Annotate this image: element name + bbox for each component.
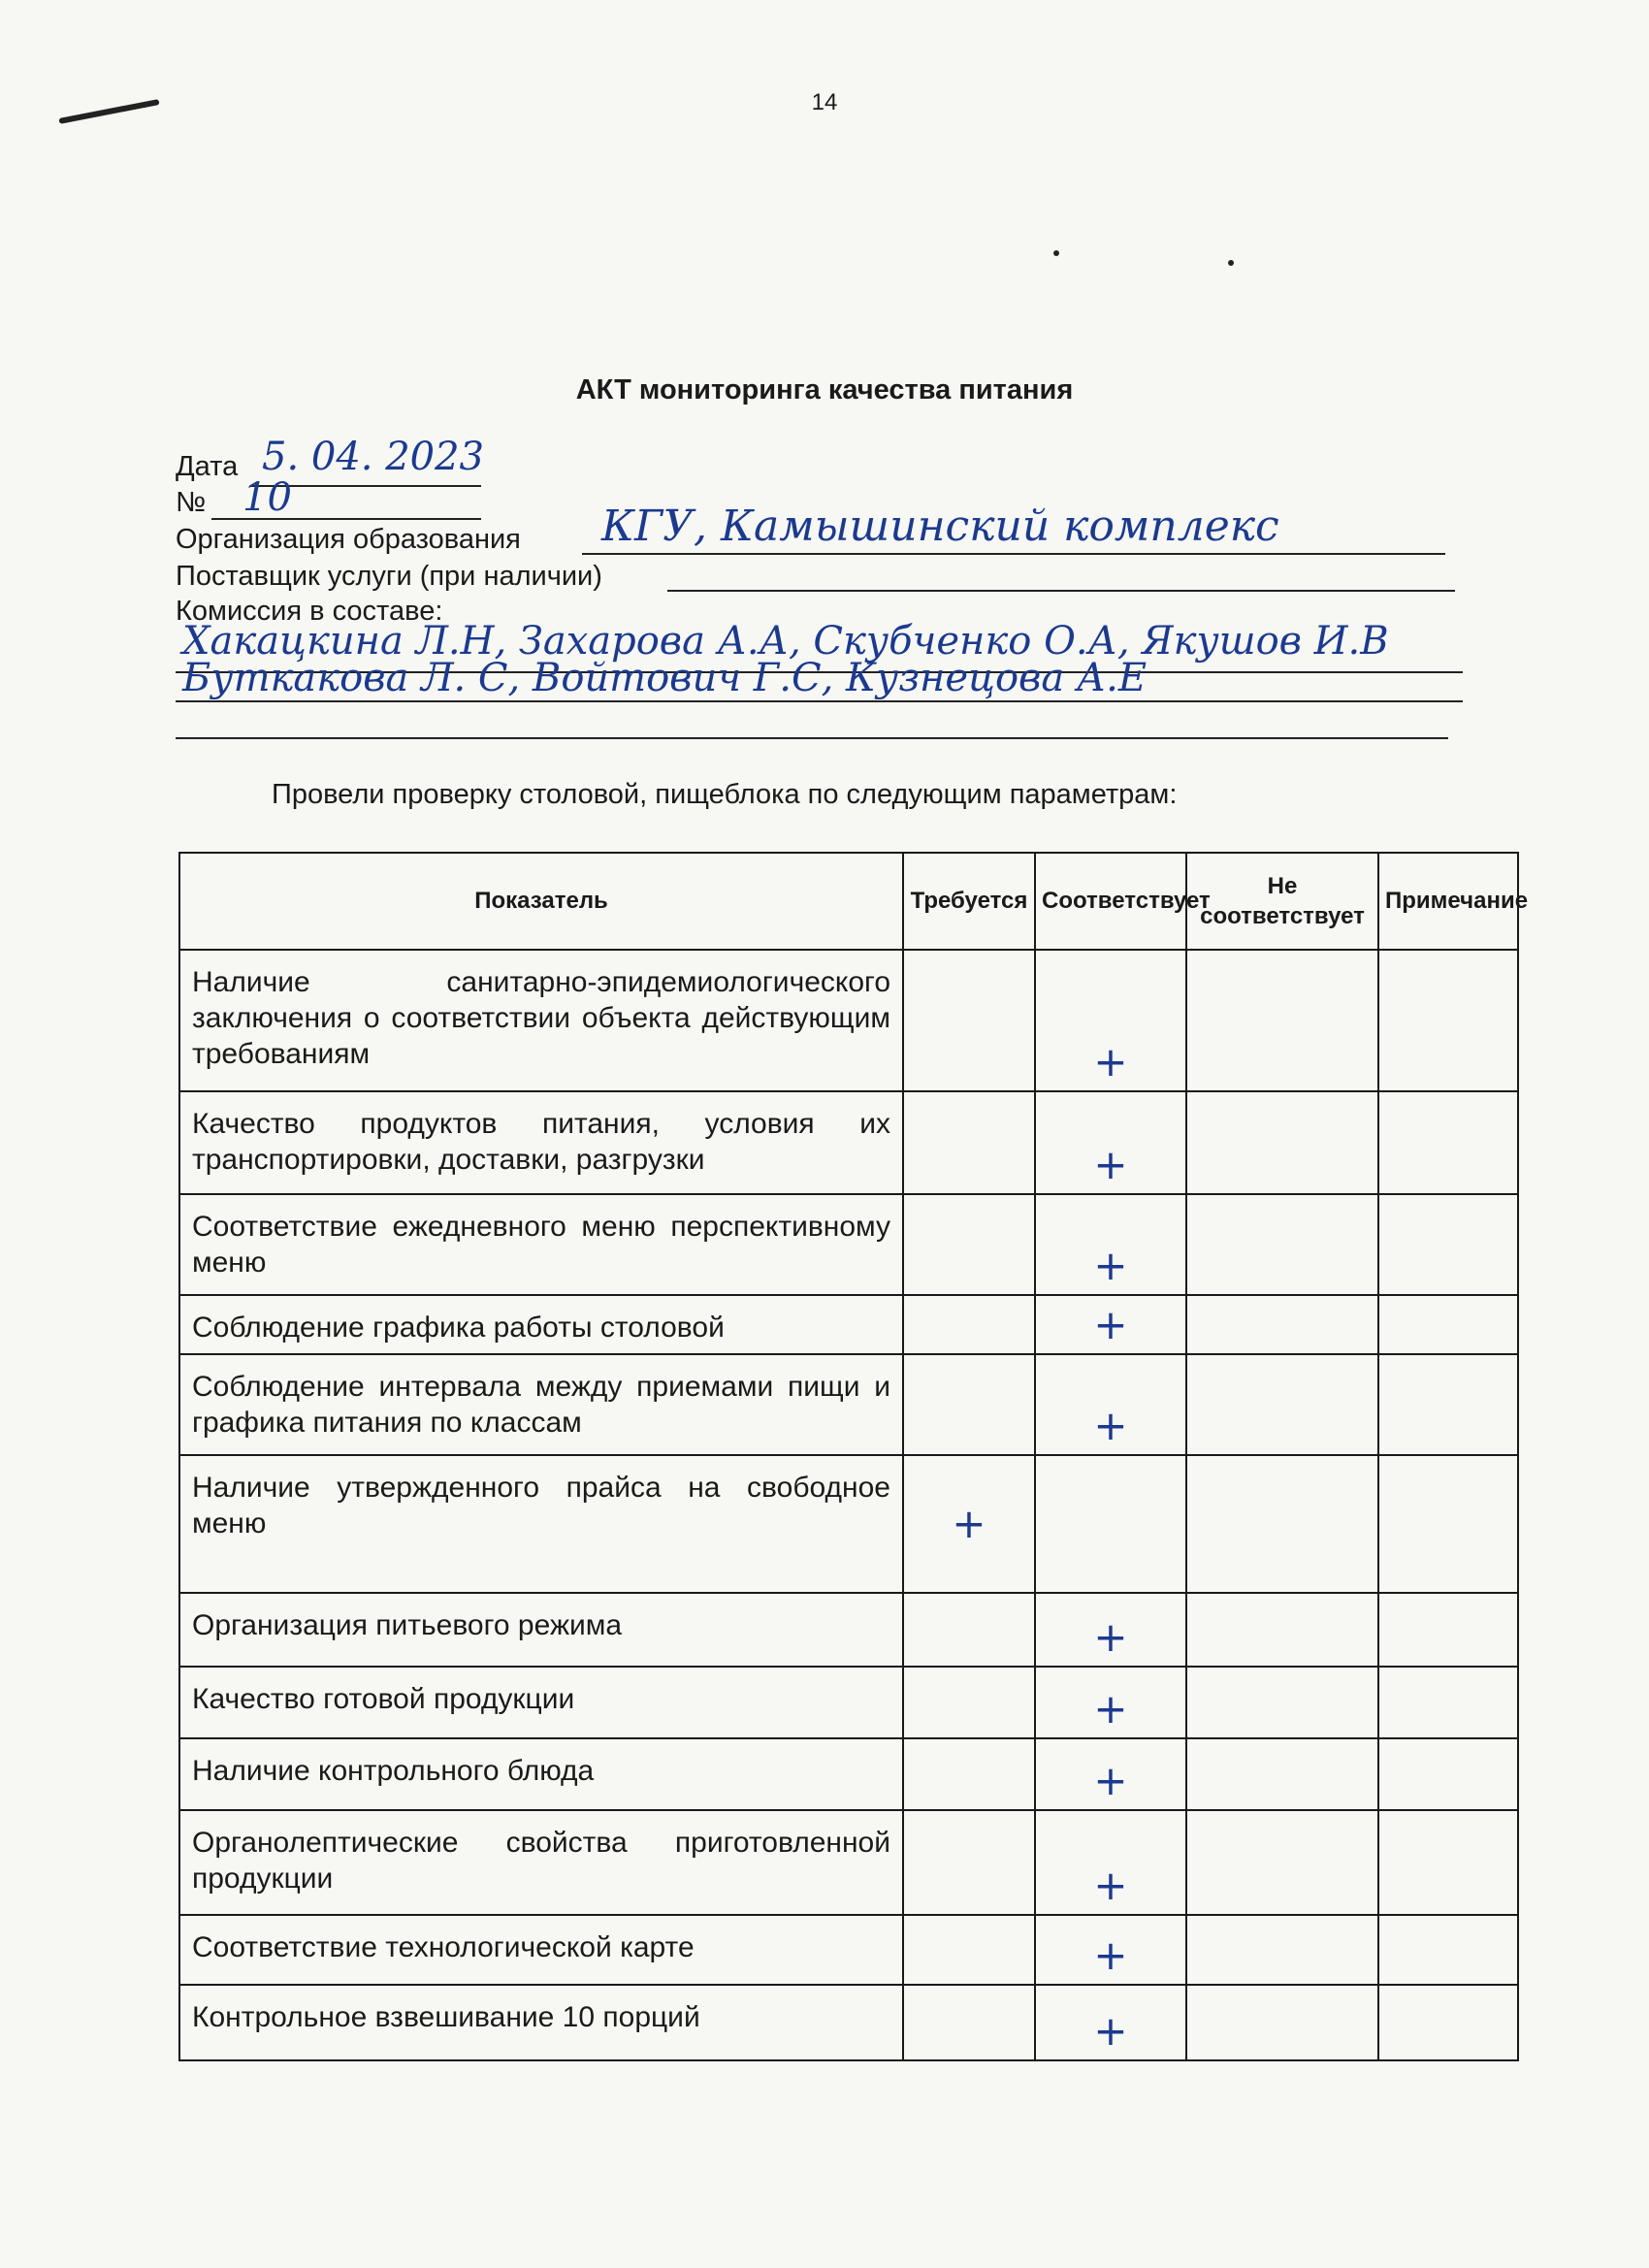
table-row — [179, 1354, 1518, 1455]
indicator-cell: Соответствие технологической карте — [179, 1915, 903, 1985]
note-cell — [1378, 1667, 1518, 1738]
header-indicator: Показатель — [179, 853, 903, 950]
complies-mark: + — [1035, 1985, 1186, 2060]
required-mark — [903, 950, 1035, 1091]
required-mark — [903, 1667, 1035, 1738]
complies-mark: + — [1035, 1354, 1186, 1455]
note-cell — [1378, 1295, 1518, 1354]
table-row — [179, 1738, 1518, 1810]
inspection-table — [178, 852, 1529, 2061]
complies-mark: + — [1035, 1194, 1186, 1295]
required-mark: + — [903, 1455, 1035, 1593]
complies-mark: + — [1035, 1667, 1186, 1738]
indicator-cell: Наличие утвержденного прайса на свободное меню — [179, 1455, 903, 1593]
complies-mark: + — [1035, 950, 1186, 1091]
not-complies-mark — [1186, 1295, 1378, 1354]
indicator-cell: Наличие контрольного блюда — [179, 1738, 903, 1810]
number-value: 10 — [242, 475, 292, 520]
organization-value: КГУ, Камышинский комплекс — [601, 502, 1279, 551]
table-header-row — [179, 853, 1518, 950]
required-mark — [903, 1985, 1035, 2060]
table-row — [179, 1985, 1518, 2060]
header-note: Примечание — [1378, 853, 1518, 950]
note-cell — [1378, 950, 1518, 1091]
page-number: 14 — [811, 89, 838, 115]
table-row — [179, 950, 1518, 1091]
complies-mark: + — [1035, 1295, 1186, 1354]
commission-line-2 — [176, 700, 1463, 702]
complies-mark: + — [1035, 1810, 1186, 1915]
header-required: Требуется — [903, 853, 1035, 950]
commission-members-2: Буткакова Л. С, Войтович Г.С, Кузнецова А.Е — [182, 656, 1148, 700]
table-row — [179, 1091, 1518, 1194]
table-row — [179, 1810, 1518, 1915]
note-cell — [1378, 1985, 1518, 2060]
header-complies: Соответствует — [1035, 853, 1186, 950]
note-cell — [1378, 1354, 1518, 1455]
required-mark — [903, 1295, 1035, 1354]
commission-label: Комиссия в составе: — [176, 596, 443, 627]
table-row — [179, 1194, 1518, 1295]
organization-label: Организация образования — [176, 524, 521, 555]
not-complies-mark — [1186, 1194, 1378, 1295]
date-label: Дата — [176, 451, 239, 482]
not-complies-mark — [1186, 1810, 1378, 1915]
indicator-cell: Соответствие ежедневного меню перспективному меню — [179, 1194, 903, 1295]
required-mark — [903, 1194, 1035, 1295]
commission-members-1: Хакацкина Л.Н, Захарова А.А, Скубченко О.А, Якушов И.В — [182, 619, 1389, 664]
indicator-cell: Наличие санитарно-эпидемиологического заключения о соответствии объекта действующим требованиям — [179, 950, 903, 1091]
not-complies-mark — [1186, 1667, 1378, 1738]
required-mark — [903, 1810, 1035, 1915]
not-complies-mark — [1186, 1985, 1378, 2060]
table-row — [179, 1915, 1518, 1985]
table-row — [179, 1667, 1518, 1738]
supplier-field-line — [667, 590, 1455, 592]
indicator-cell: Организация питьевого режима — [179, 1593, 903, 1667]
required-mark — [903, 1915, 1035, 1985]
not-complies-mark — [1186, 1738, 1378, 1810]
note-cell — [1378, 1455, 1518, 1593]
header-not-complies: Не соответствует — [1186, 853, 1378, 950]
organization-field-line — [582, 553, 1445, 555]
table-row — [179, 1295, 1518, 1354]
complies-mark: + — [1035, 1593, 1186, 1667]
complies-mark: + — [1035, 1915, 1186, 1985]
not-complies-mark — [1186, 1593, 1378, 1667]
required-mark — [903, 1091, 1035, 1194]
indicator-cell: Качество продуктов питания, условия их транспортировки, доставки, разгрузки — [179, 1091, 903, 1194]
note-cell — [1378, 1091, 1518, 1194]
table-row — [179, 1593, 1518, 1667]
required-mark — [903, 1354, 1035, 1455]
not-complies-mark — [1186, 1091, 1378, 1194]
table-row — [179, 1455, 1518, 1593]
not-complies-mark — [1186, 950, 1378, 1091]
inspection-intro: Провели проверку столовой, пищеблока по следующим параметрам: — [272, 779, 1178, 810]
date-value: 5. 04. 2023 — [262, 435, 485, 479]
complies-mark: + — [1035, 1738, 1186, 1810]
document-title: АКТ мониторинга качества питания — [575, 374, 1074, 405]
indicator-cell: Органолептические свойства приготовленной продукции — [179, 1810, 903, 1915]
indicator-cell: Контрольное взвешивание 10 порций — [179, 1985, 903, 2060]
ink-dot — [1053, 250, 1059, 256]
not-complies-mark — [1186, 1354, 1378, 1455]
complies-mark — [1035, 1455, 1186, 1593]
indicator-cell: Качество готовой продукции — [179, 1667, 903, 1738]
note-cell — [1378, 1738, 1518, 1810]
ink-dot — [1228, 260, 1234, 266]
indicator-cell: Соблюдение графика работы столовой — [179, 1295, 903, 1354]
required-mark — [903, 1593, 1035, 1667]
not-complies-mark — [1186, 1915, 1378, 1985]
complies-mark: + — [1035, 1091, 1186, 1194]
supplier-label: Поставщик услуги (при наличии) — [176, 561, 602, 592]
indicator-cell: Соблюдение интервала между приемами пищи и графика питания по классам — [179, 1354, 903, 1455]
note-cell — [1378, 1810, 1518, 1915]
note-cell — [1378, 1194, 1518, 1295]
note-cell — [1378, 1593, 1518, 1667]
required-mark — [903, 1738, 1035, 1810]
note-cell — [1378, 1915, 1518, 1985]
commission-line-3 — [176, 737, 1448, 739]
not-complies-mark — [1186, 1455, 1378, 1593]
number-label: № — [176, 487, 207, 518]
